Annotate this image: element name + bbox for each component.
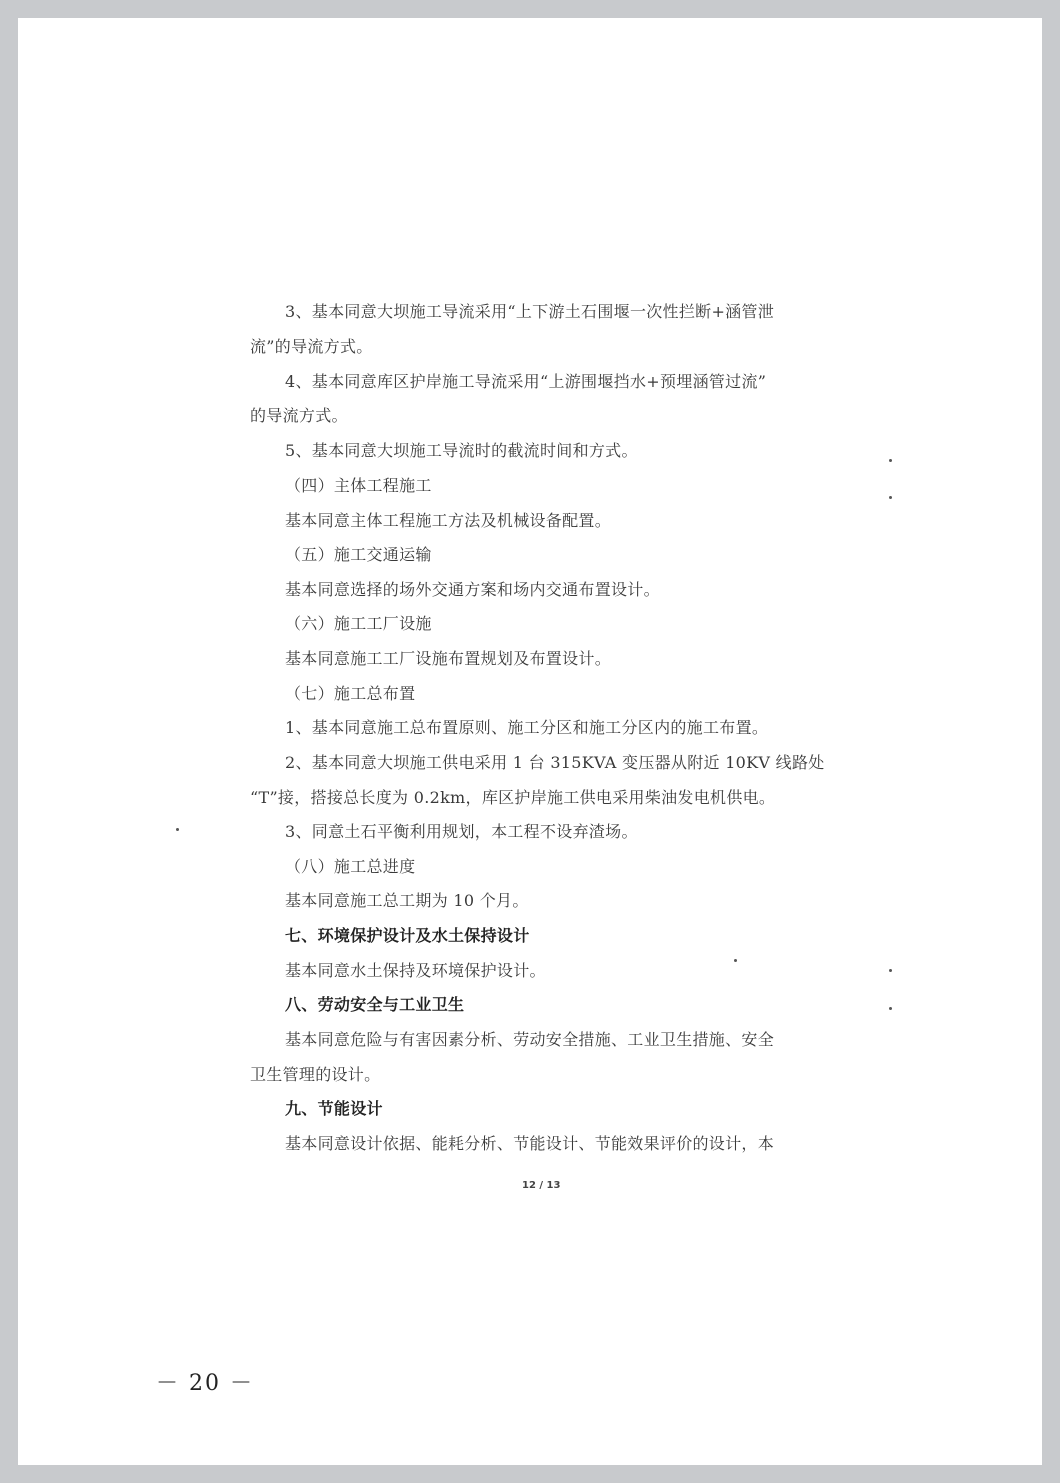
text-line: 2、基本同意大坝施工供电采用 1 台 315KVA 变压器从附近 10KV 线路处 (285, 753, 825, 772)
text-line: 基本同意施工工厂设施布置规划及布置设计。 (285, 649, 612, 668)
text-line: 基本同意主体工程施工方法及机械设备配置。 (285, 511, 612, 530)
text-line: “T”接，搭接总长度为 0.2km，库区护岸施工供电采用柴油发电机供电。 (250, 788, 776, 807)
section-heading: 九、节能设计 (285, 1099, 383, 1118)
scan-page-folio: 12 / 13 (522, 1180, 561, 1191)
text-line: 流”的导流方式。 (250, 337, 373, 356)
scan-speck (734, 959, 737, 962)
section-heading: 八、劳动安全与工业卫生 (285, 995, 465, 1014)
section-heading: 七、环境保护设计及水土保持设计 (285, 926, 530, 945)
section-subheading: （八）施工总进度 (285, 857, 416, 876)
text-line: 基本同意水土保持及环境保护设计。 (285, 961, 546, 980)
text-line: 3、同意土石平衡利用规划，本工程不设弃渣场。 (285, 822, 638, 841)
scan-speck (176, 828, 179, 831)
section-subheading: （五）施工交通运输 (285, 545, 432, 564)
text-line: 1、基本同意施工总布置原则、施工分区和施工分区内的施工布置。 (285, 718, 769, 737)
text-line: 基本同意危险与有害因素分析、劳动安全措施、工业卫生措施、安全 (285, 1030, 775, 1049)
text-line: 4、基本同意库区护岸施工导流采用“上游围堰挡水+预埋涵管过流” (285, 372, 767, 391)
text-line: 基本同意选择的场外交通方案和场内交通布置设计。 (285, 580, 660, 599)
document-page (18, 18, 1042, 1465)
text-line: 基本同意施工总工期为 10 个月。 (285, 891, 529, 910)
scan-speck (889, 459, 892, 462)
section-subheading: （六）施工工厂设施 (285, 614, 432, 633)
section-subheading: （四）主体工程施工 (285, 476, 432, 495)
scan-speck (889, 1007, 892, 1010)
text-line: 5、基本同意大坝施工导流时的截流时间和方式。 (285, 441, 638, 460)
text-line: 3、基本同意大坝施工导流采用“上下游土石围堰一次性拦断+涵管泄 (285, 302, 775, 321)
text-line: 卫生管理的设计。 (250, 1065, 381, 1084)
text-line: 的导流方式。 (250, 406, 348, 425)
scan-speck (889, 969, 892, 972)
scan-speck (889, 496, 892, 499)
page-number: － 20 － (156, 1371, 254, 1396)
section-subheading: （七）施工总布置 (285, 684, 416, 703)
text-line: 基本同意设计依据、能耗分析、节能设计、节能效果评价的设计，本 (285, 1134, 775, 1153)
